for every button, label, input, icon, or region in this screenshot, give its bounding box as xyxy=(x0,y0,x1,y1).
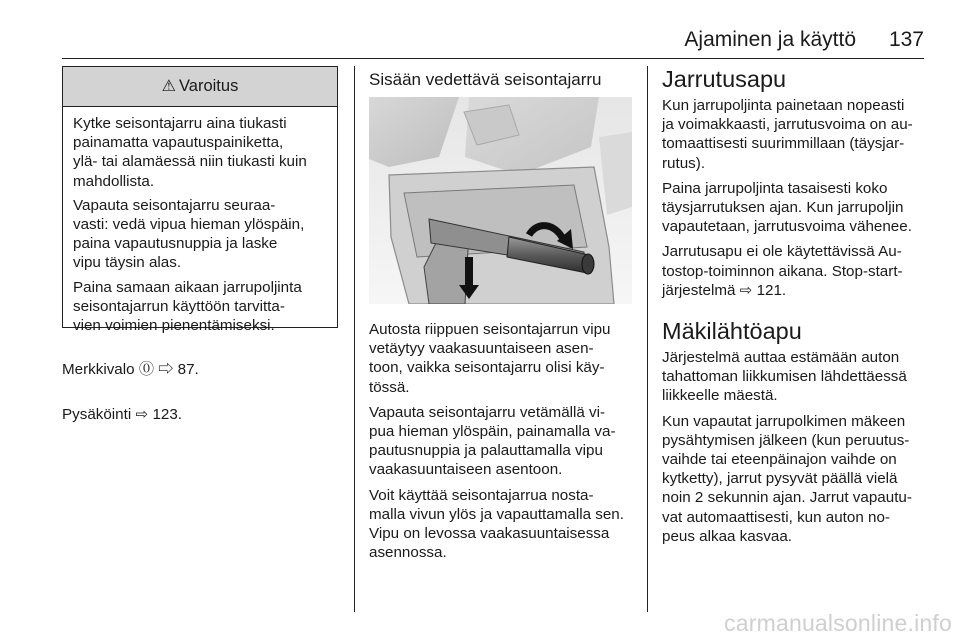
reference-indicator[interactable]: Merkkivalo ⓪ ⇨ 87. xyxy=(62,361,199,379)
warning-triangle-icon: ⚠ xyxy=(161,77,177,95)
body-paragraph: Järjestelmä auttaa estämään auton tahattoman liikkumisen lähdettäessä liikkeelle mäestä. xyxy=(662,349,907,405)
column-3 xyxy=(662,66,928,552)
parking-brake-illustration xyxy=(369,97,632,304)
running-title: Ajaminen ja käyttö xyxy=(684,28,856,51)
body-paragraph: Autosta riippuen seisontajarrun vipu vetäytyy vaakasuuntaiseen asen- toon, vaikka seisontajarru olisi käy- tössä. xyxy=(369,321,611,396)
page-number: 137 xyxy=(888,28,924,51)
body-paragraph: Kun vapautat jarrupolkimen mäkeen pysähtymisen jälkeen (kun peruutus- vaihde tai eteenpäinajon vaihde on kytketty), jarrut pysyvät päällä vielä noin 2 sekunnin ajan. Jarrut vapautu- vat automaattisesti, kun auton no- peus alkaa kasvaa. xyxy=(662,412,912,545)
column-divider-1 xyxy=(354,66,355,612)
body-paragraph: Vapauta seisontajarru vetämällä vi- pua hieman ylöspäin, painamalla va- pautusnuppia ja palauttamalla vipu vaakasuuntaiseen asentoon. xyxy=(369,403,616,479)
page-header xyxy=(0,0,960,60)
warning-paragraph: Paina samaan aikaan jarrupoljinta seisontajarrun käyttöön tarvitta- vien voimien pienentämiseksi. xyxy=(73,278,302,335)
warning-title: Varoitus xyxy=(179,77,239,95)
body-paragraph[interactable]: Jarrutusapu ei ole käytettävissä Au- tostop-toiminnon aikana. Stop-start- järjestelmä ⇨ 121. xyxy=(662,243,903,299)
section-title-hill-start-assist: Mäkilähtöapu xyxy=(662,318,802,345)
column-2 xyxy=(369,70,633,90)
body-paragraph: Kun jarrupoljinta painetaan nopeasti ja voimakkaasti, jarrutusvoima on au- tomaattisesti suurimmillaan (täysjar- rutus). xyxy=(662,97,913,172)
body-paragraph: Paina jarrupoljinta tasaisesti koko täysjarrutuksen ajan. Kun jarrupoljin vapautetaan, jarrutusvoima vähenee. xyxy=(662,179,912,236)
column-divider-2 xyxy=(647,66,648,612)
page-arrow-icon: ⇨ xyxy=(135,405,149,423)
reference-page-link[interactable]: 87. xyxy=(177,361,199,379)
page-arrow-icon: ⇨ xyxy=(158,361,174,379)
warning-paragraph: Vapauta seisontajarru seuraa- vasti: vedä vipua hieman ylöspäin, paina vapautusnuppia ja laske vipu täysin alas. xyxy=(73,196,305,272)
column-2-text xyxy=(369,320,635,568)
header-rule xyxy=(62,58,924,59)
indicator-lamp-icon: ⓪ xyxy=(138,361,154,379)
section-title: Sisään vedettävä seisontajarru xyxy=(369,70,602,89)
warning-header xyxy=(63,67,337,107)
warning-paragraph: Kytke seisontajarru aina tiukasti painamatta vapautuspainiketta, ylä- tai alamäessä niin tiukasti kuin mahdollista. xyxy=(73,115,307,190)
reference-parking[interactable]: Pysäköinti ⇨ 123. xyxy=(62,405,182,423)
body-paragraph: Voit käyttää seisontajarrua nosta- malla vivun ylös ja vapauttamalla sen. Vipu on levossa vaakasuuntaisessa asennossa. xyxy=(369,486,624,562)
watermark: carmanualsonline.info xyxy=(724,610,952,636)
warning-body xyxy=(63,107,337,335)
section-title-brake-assist: Jarrutusapu xyxy=(662,66,787,92)
reference-page-link[interactable]: 123. xyxy=(152,405,182,423)
cross-references xyxy=(62,341,342,430)
warning-box xyxy=(62,66,338,335)
